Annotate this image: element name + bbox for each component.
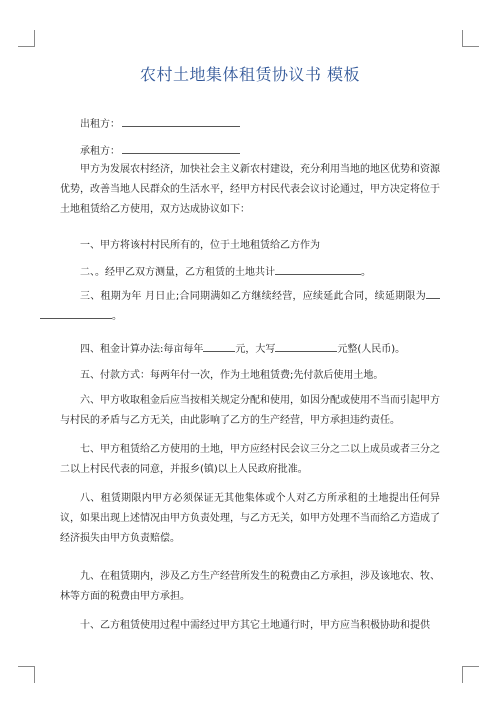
extension-period-blank-a[interactable] (426, 288, 440, 299)
clause-7: 七、甲方租赁给乙方使用的土地，甲方应经村民会议三分之二以上成员或者三分之二以上村民代表的同意，并报乡(镇)以上人民政府批准。 (60, 444, 440, 475)
clause-5: 五、付款方式：每两年付一次，作为土地租赁费;先付款后使用土地。 (80, 370, 384, 381)
rent-uppercase-blank[interactable] (275, 341, 337, 352)
clause-8: 八、租赁期限内甲方必须保证无其他集体或个人对乙方所承租的土地提出任何异议，如果出现上述情况由甲方负责处理，与乙方无关，如甲方处理不当而给乙方造成了经济损失由甲方负责赔偿。 (60, 493, 440, 544)
clause-3-end: 。 (112, 311, 122, 322)
clause-2-text: 二、。经甲乙双方测量，乙方租赁的土地共计 (80, 267, 275, 278)
clause-4-text-c: 元整(人民币)。 (337, 344, 406, 355)
clause-2 (60, 263, 440, 283)
crop-mark-bottom-left (18, 666, 35, 683)
clause-6: 六、甲方收取租金后应当按相关规定分配和使用，如因分配或使用不当而引起甲方与村民的矛盾与乙方无关，由此影响了乙方的生产经营，甲方承担违约责任。 (60, 395, 440, 426)
lessor-field (80, 116, 240, 132)
lessee-blank[interactable] (122, 143, 240, 154)
crop-mark-top-right (462, 30, 479, 47)
clause-2-end: 。 (361, 267, 371, 278)
lessee-label: 承租方： (80, 146, 120, 157)
clause-3-text: 三、租期为年 月日止;合同期满如乙方继续经营，应续延此合同，续延期限为 (80, 291, 426, 302)
rent-per-mu-blank[interactable] (203, 341, 235, 352)
lessor-blank[interactable] (122, 116, 240, 127)
lessor-label: 出租方： (80, 119, 120, 130)
clause-10: 十、乙方租赁使用过程中需经过甲方其它土地通行时，甲方应当积极协助和提供 (80, 620, 430, 631)
land-area-blank[interactable] (275, 264, 361, 275)
crop-mark-bottom-right (462, 666, 479, 683)
document-title: 农村土地集体租赁协议书 模板 (139, 65, 361, 84)
crop-mark-top-left (18, 30, 35, 47)
clause-4-text-b: 元，大写 (235, 344, 276, 355)
clause-3 (60, 287, 440, 327)
lessee-field (80, 143, 240, 159)
clause-1: 一、甲方将该村村民所有的，位于土地租赁给乙方作为 (80, 240, 320, 251)
intro-paragraph: 甲方为发展农村经济，加快社会主义新农村建设，充分利用当地的地区优势和资源优势，改善当地人民群众的生活水平，经甲方村民代表会议讨论通过，甲方决定将位于土地租赁给乙方使用，双方达成协议如下： (60, 164, 440, 215)
extension-period-blank-b[interactable] (40, 308, 112, 319)
clause-4 (60, 340, 440, 360)
clause-9: 九、在租赁期内，涉及乙方生产经营所发生的税费由乙方承担，涉及该地农、牧、林等方面的税费由甲方承担。 (60, 571, 440, 602)
clause-4-text-a: 四、租金计算办法:每亩每年 (80, 344, 204, 355)
